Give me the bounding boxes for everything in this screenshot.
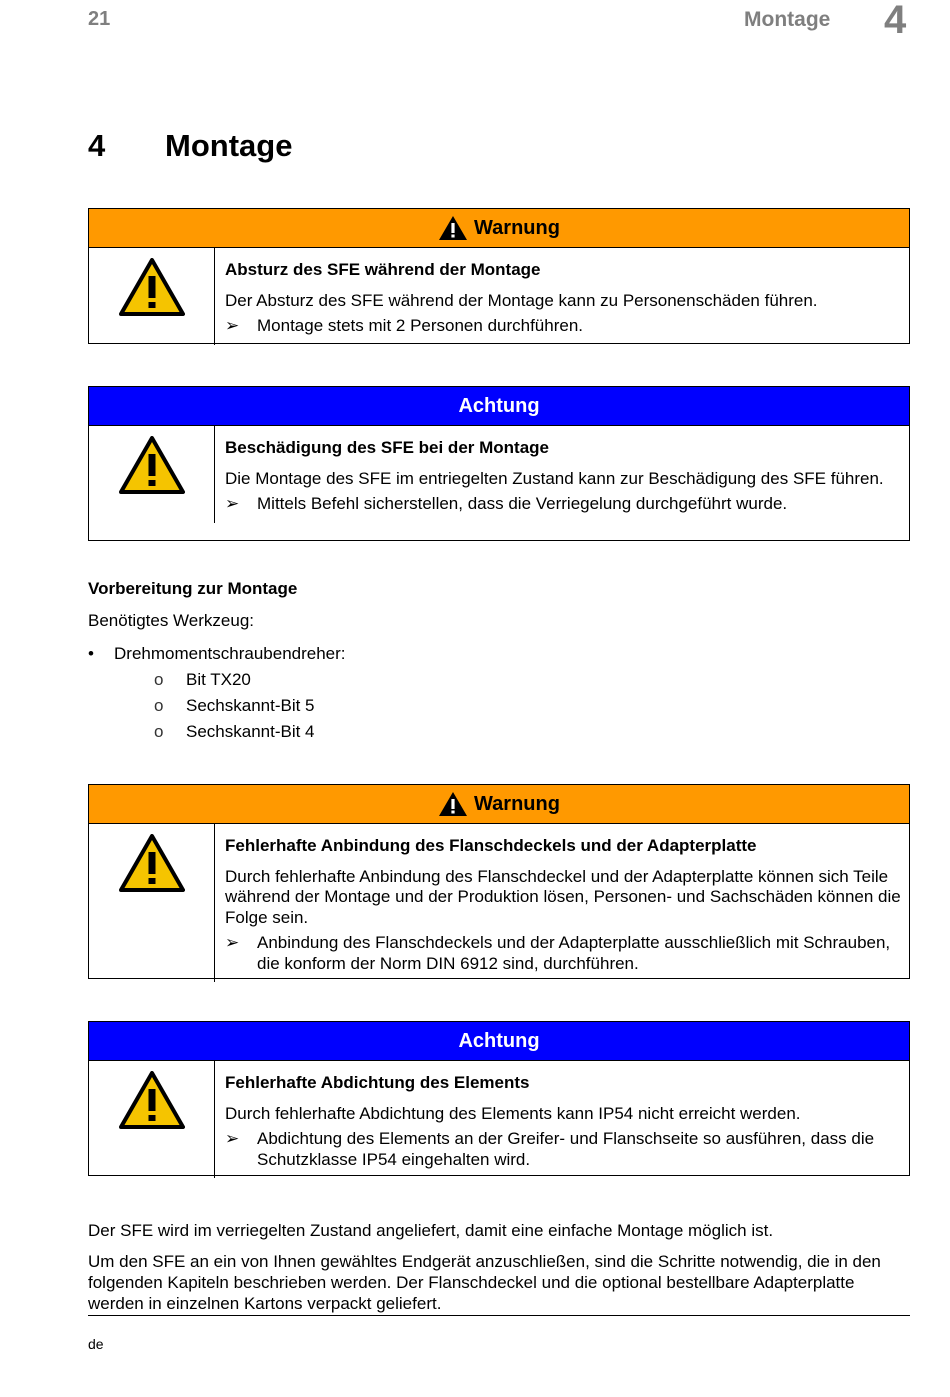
notice-label: Warnung [474,792,560,815]
warning-triangle-icon [438,791,468,817]
chapter-number: 4 [88,128,106,163]
notice-title: Fehlerhafte Abdichtung des Elements [225,1073,530,1092]
page-number: 21 [88,8,111,30]
bit-name: Sechskannt-Bit 4 [186,722,315,741]
bit-name: Sechskannt-Bit 5 [186,696,315,715]
hazard-sign-icon [119,436,185,494]
footer-divider [88,1315,910,1316]
caution-notice [88,386,910,541]
notice-description: Durch fehlerhafte Abdichtung des Elements kann IP54 nicht erreicht werden. [225,1103,801,1123]
circle-bullet-icon: o [154,696,164,715]
circle-bullet-icon: o [154,722,164,741]
warning-triangle-icon [438,215,468,241]
footer-language: de [88,1336,104,1352]
warning-notice [88,784,910,979]
sub-list-item [154,721,315,742]
closing-paragraph: Der SFE wird im verriegelten Zustand angeliefert, damit eine einfache Montage möglich ist. [88,1221,774,1240]
bit-name: Bit TX20 [186,670,251,689]
notice-description: Die Montage des SFE im entriegelten Zustand kann zur Beschädigung des SFE führen. [225,468,884,488]
warning-header [89,785,909,824]
circle-bullet-icon: o [154,670,164,689]
closing-paragraph: Um den SFE an ein von Ihnen gewähltes Endgerät anzuschließen, sind die Schritte notwendig, die in den folgenden Kapiteln beschrieben werden. Der Flanschdeckel und die optional bestellbare Adapterplatte werden in einzelnen Kartons verpackt geliefert. [88,1252,881,1313]
notice-title: Fehlerhafte Anbindung des Flanschdeckels und der Adapterplatte [225,836,757,855]
notice-title: Beschädigung des SFE bei der Montage [225,438,549,457]
notice-description: Der Absturz des SFE während der Montage kann zu Personenschäden führen. [225,290,818,310]
tools-label: Benötigtes Werkzeug: [88,611,254,630]
caution-header [89,387,909,426]
notice-title: Absturz des SFE während der Montage [225,260,541,279]
chapter-heading [88,128,292,164]
arrow-bullet-icon: ➢ [225,933,240,952]
sub-list-item [154,669,251,690]
hazard-sign-icon [119,258,185,316]
notice-action-text: Abdichtung des Elements an der Greifer- und Flanschseite so ausführen, dass die Schutzklasse IP54 eingehalten wird. [257,1129,875,1169]
notice-description: Durch fehlerhafte Anbindung des Flanschdeckel und der Adapterplatte können sich Teile während der Montage und der Produktion lösen, Personen- und Sachschäden können die Folge sein. [225,866,901,927]
notice-label: Achtung [458,1029,540,1052]
running-section-title: Montage [744,8,831,31]
list-item [88,643,346,664]
notice-label: Achtung [458,394,540,417]
caution-notice [88,1021,910,1176]
running-chapter-number: 4 [884,0,907,42]
notice-action-text: Montage stets mit 2 Personen durchführen. [257,316,584,335]
arrow-bullet-icon: ➢ [225,494,240,513]
notice-action-text: Mittels Befehl sicherstellen, dass die Verriegelung durchgeführt wurde. [257,494,788,513]
preparation-heading: Vorbereitung zur Montage [88,579,298,598]
notice-action [225,1129,901,1170]
notice-action [225,494,901,515]
arrow-bullet-icon: ➢ [225,316,240,335]
tool-name: Drehmomentschraubendreher: [114,644,346,663]
notice-action [225,933,901,974]
hazard-sign-icon [119,834,185,892]
warning-notice [88,208,910,344]
hazard-sign-icon [119,1071,185,1129]
notice-action [225,316,901,337]
arrow-bullet-icon: ➢ [225,1129,240,1148]
caution-header [89,1022,909,1061]
bullet-dot-icon: • [88,644,94,663]
notice-action-text: Anbindung des Flanschdeckels und der Adapterplatte ausschließlich mit Schrauben, die konform der Norm DIN 6912 sind, durchführen. [257,933,891,973]
notice-label: Warnung [474,216,560,239]
warning-header [89,209,909,248]
chapter-title: Montage [165,128,293,163]
sub-list-item [154,695,315,716]
